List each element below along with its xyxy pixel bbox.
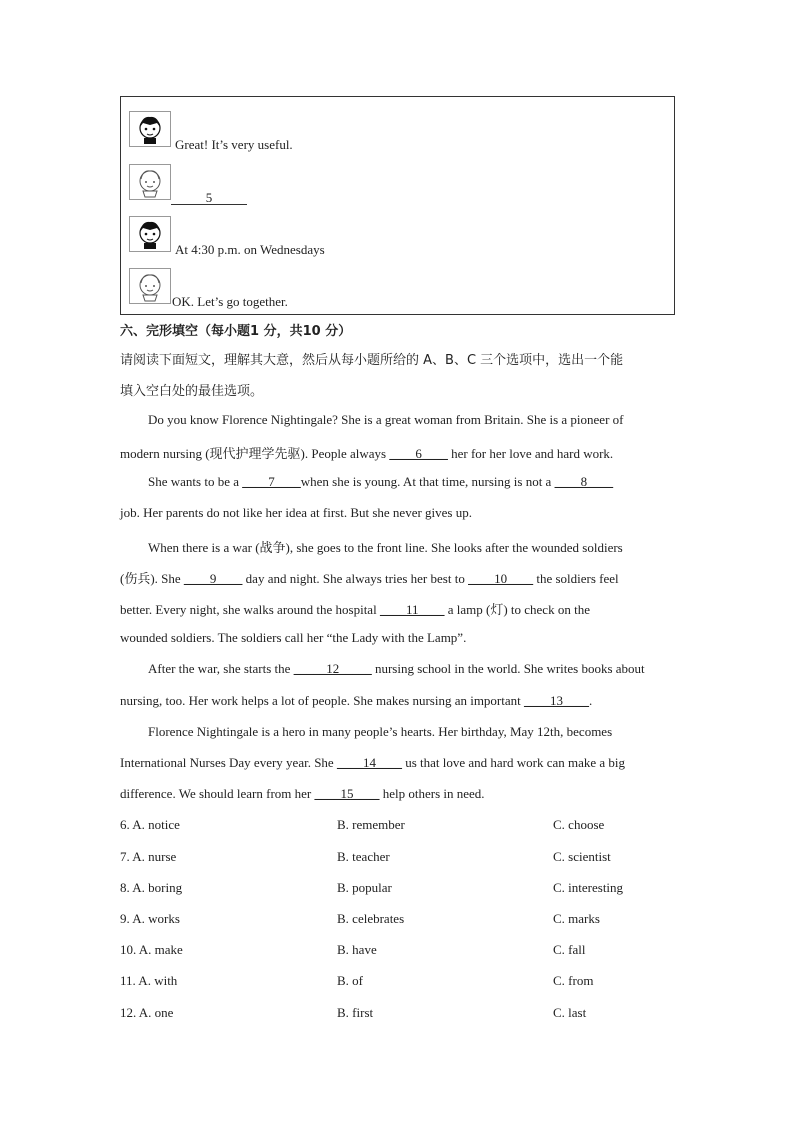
instruction-line-1: 请阅读下面短文，理解其大意，然后从每小题所给的 A、B、C 三个选项中，选出一个能 [120,353,624,368]
passage-line: wounded soldiers. The soldiers call her “the Lady with the Lamp”. [120,630,467,645]
boy-avatar-icon [129,111,171,147]
option-c[interactable]: C. marks [553,911,600,926]
blank-11[interactable]: ____11____ [379,602,445,617]
boy-avatar-icon [129,216,171,252]
option-b[interactable]: B. have [337,942,377,957]
passage-text: (伤兵). She [120,571,184,586]
option-a[interactable]: 12. A. one [120,1005,174,1020]
option-c[interactable]: C. fall [553,942,586,957]
passage-line [120,599,590,618]
passage-text: help others in need. [379,786,485,801]
passage-text: difference. We should learn from her [120,786,315,801]
passage-text: She wants to be a [148,474,243,489]
option-c[interactable]: C. scientist [553,849,611,864]
passage-text: when she is young. At that time, nursing is not a [300,474,555,489]
instruction-line-2: 填入空白处的最佳选项。 [120,384,264,399]
option-b[interactable]: B. first [337,1005,374,1020]
passage-text: After the war, she starts the [148,661,294,676]
passage-line: Do you know Florence Nightingale? She is a great woman from Britain. She is a pioneer of [148,412,624,427]
option-b[interactable]: B. celebrates [337,911,405,926]
passage-line: When there is a war (战争), she goes to the front line. She looks after the wounded soldiers [148,540,623,555]
passage-text: . [589,693,593,708]
dialog-text: OK. Let’s go together. [172,294,288,309]
option-b[interactable]: B. popular [337,880,392,895]
option-c[interactable]: C. interesting [553,880,624,895]
passage-text: a lamp (灯) to check on the [444,602,590,617]
blank-6[interactable]: ____6____ [389,446,448,461]
girl-avatar-icon [129,268,171,304]
option-b[interactable]: B. of [337,973,363,988]
option-b[interactable]: B. teacher [337,849,390,864]
passage-line [120,786,485,802]
passage-text: International Nurses Day every year. She [120,755,337,770]
option-b[interactable]: B. remember [337,817,405,832]
passage-line: Florence Nightingale is a hero in many people’s hearts. Her birthday, May 12th, becomes [148,724,613,739]
option-c[interactable]: C. last [553,1005,587,1020]
passage-text: nursing school in the world. She writes books about [371,661,645,676]
passage-line [120,755,625,771]
passage-line [120,443,613,462]
passage-line [148,661,645,677]
blank-7[interactable]: ____7____ [242,474,301,489]
passage-text: modern nursing (现代护理学先驱). People always [120,446,390,461]
blank-13[interactable]: ____13____ [524,693,590,708]
blank-10[interactable]: ____10____ [468,571,534,586]
option-c[interactable]: C. from [553,973,594,988]
option-a[interactable]: 10. A. make [120,942,183,957]
passage-text: us that love and hard work can make a big [401,755,626,770]
passage-line [120,693,592,709]
blank-14[interactable]: ____14____ [336,755,402,770]
passage-text: nursing, too. Her work helps a lot of people. She makes nursing an important [120,693,525,708]
option-a[interactable]: 7. A. nurse [120,849,177,864]
blank-12[interactable]: _____12_____ [293,661,372,676]
passage-line: job. Her parents do not like her idea at first. But she never gives up. [120,505,472,520]
passage-line [120,568,619,587]
passage-text: better. Every night, she walks around the hospital [120,602,380,617]
blank-5[interactable]: 5 [171,191,247,205]
section-title: 六、完形填空（每小题1 分，共10 分） [120,324,352,339]
blank-9[interactable]: ____9____ [183,571,243,586]
dialog-text: At 4:30 p.m. on Wednesdays [175,242,325,257]
option-a[interactable]: 6. A. notice [120,817,180,832]
option-a[interactable]: 9. A. works [120,911,180,926]
dialog-box [120,96,675,315]
blank-15[interactable]: ____15____ [314,786,380,801]
dialog-answer-blank[interactable] [171,190,247,206]
option-a[interactable]: 8. A. boring [120,880,183,895]
option-c[interactable]: C. choose [553,817,605,832]
dialog-text: Great! It’s very useful. [175,137,293,152]
passage-text: day and night. She always tries her best to [242,571,469,586]
passage-text: her for her love and hard work. [447,446,614,461]
option-a[interactable]: 11. A. with [120,973,178,988]
girl-avatar-icon [129,164,171,200]
passage-text: the soldiers feel [533,571,619,586]
passage-line [148,474,613,490]
blank-8[interactable]: ____8____ [554,474,614,489]
